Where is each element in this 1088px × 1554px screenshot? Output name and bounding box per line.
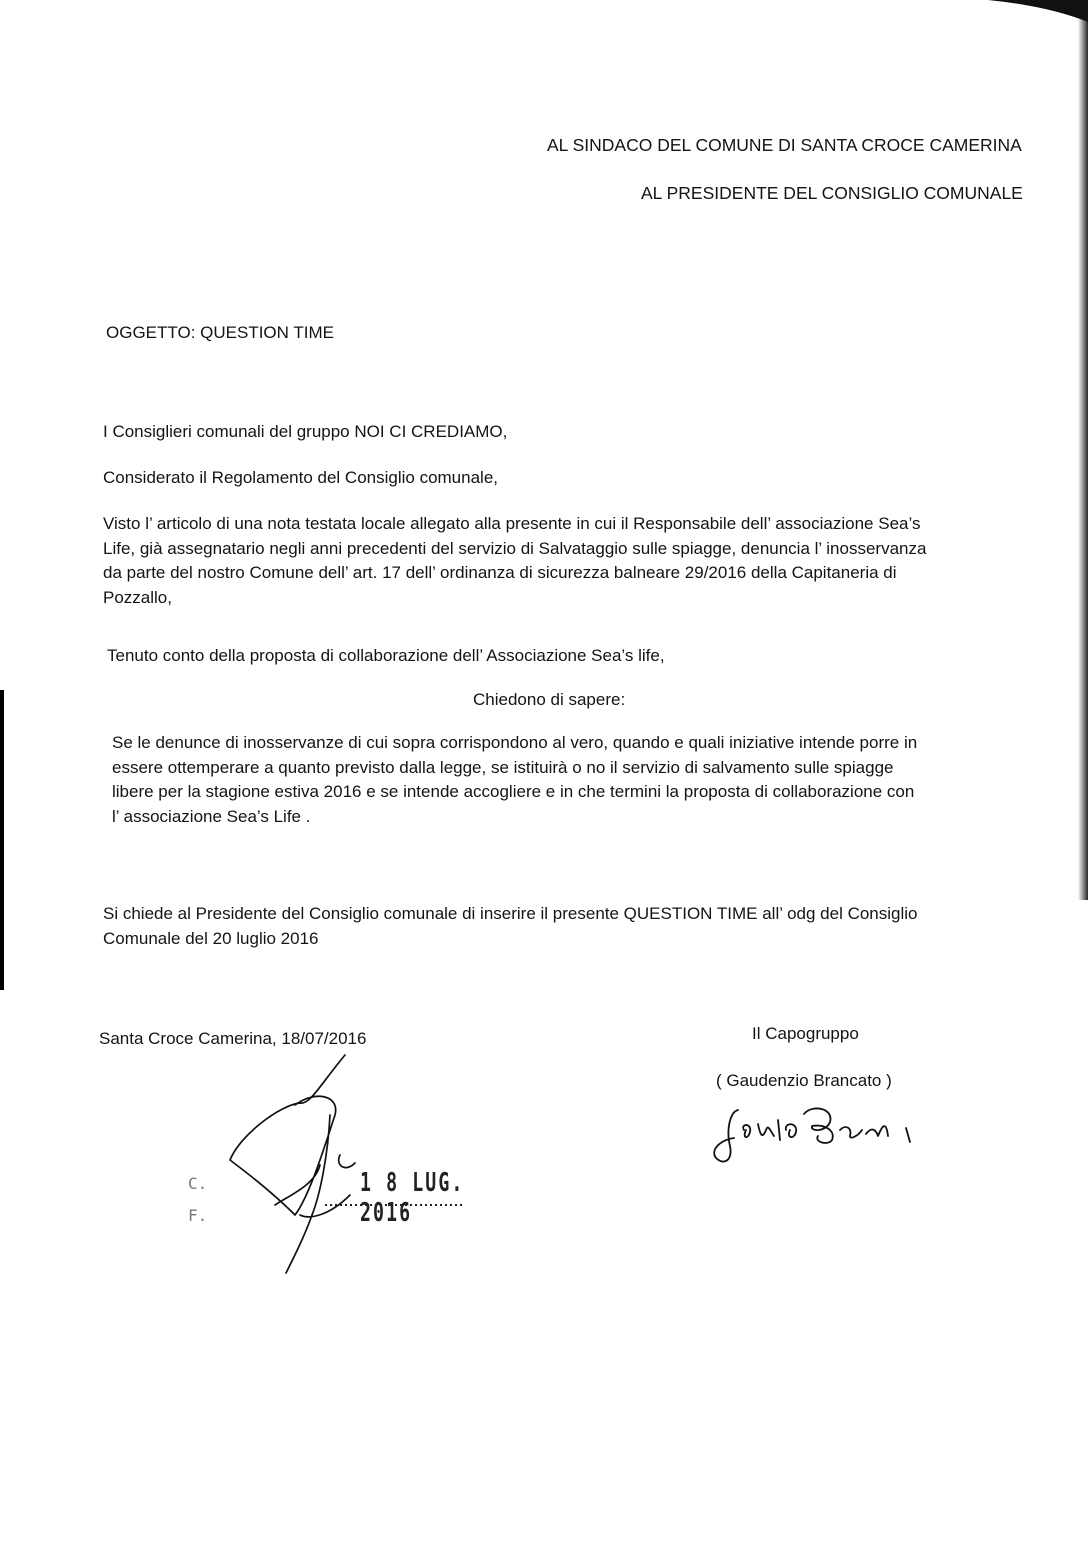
visto-line: Visto l’ articolo di una nota testata locale allegato alla presente in cui il Responsabile dell’ associazione Sea’s xyxy=(103,514,921,533)
visto-line: Pozzallo, xyxy=(103,587,172,607)
request-line: Comunale del 20 luglio 2016 xyxy=(103,928,319,948)
handwritten-signature xyxy=(700,1100,930,1170)
recipient-council-president: AL PRESIDENTE DEL CONSIGLIO COMUNALE xyxy=(641,183,1023,203)
considerato-line: Considerato il Regolamento del Consiglio comunale, xyxy=(103,468,499,487)
question-line: libere per la stagione estiva 2016 e se intende accogliere e in che termini la proposta di collaborazione con xyxy=(112,782,915,801)
scan-corner-mark xyxy=(968,0,1088,22)
questions-paragraph xyxy=(112,731,992,829)
scan-edge-right xyxy=(1078,0,1088,900)
visto-line: Life, già assegnatario negli anni precedenti del servizio di Salvataggio sulle spiagge, denuncia l’ inosservanza xyxy=(103,538,927,558)
scan-edge-left xyxy=(0,690,4,990)
recipient-mayor: AL SINDACO DEL COMUNE DI SANTA CROCE CAMERINA xyxy=(547,135,1022,155)
question-line: l’ associazione Sea’s Life . xyxy=(112,806,311,826)
intro-line: I Consiglieri comunali del gruppo NOI CI CREDIAMO, xyxy=(103,422,508,441)
chiedono-heading: Chiedono di sapere: xyxy=(473,690,626,709)
signatory-name: ( Gaudenzio Brancato ) xyxy=(716,1071,892,1090)
stamp-faded-text: C. xyxy=(188,1174,208,1193)
request-paragraph xyxy=(103,902,983,951)
stamp-date: 1 8 LUG. 2016 xyxy=(360,1168,465,1228)
question-line: essere ottemperare a quanto previsto dalla legge, se istituirà o no il servizio di salvamento sulle spiagge xyxy=(112,757,894,777)
tenuto-line: Tenuto conto della proposta di collaborazione dell’ Associazione Sea’s life, xyxy=(107,646,665,665)
visto-paragraph xyxy=(103,512,983,610)
stamp-faded-text: F. xyxy=(188,1206,208,1225)
signatory-role: Il Capogruppo xyxy=(752,1024,859,1043)
place-date: Santa Croce Camerina, 18/07/2016 xyxy=(99,1029,367,1048)
subject-line: OGGETTO: QUESTION TIME xyxy=(106,323,334,342)
receipt-signature xyxy=(220,1055,370,1275)
request-line: Si chiede al Presidente del Consiglio comunale di inserire il presente QUESTION TIME all’ odg del Consiglio xyxy=(103,904,918,923)
question-line: Se le denunce di inosservanze di cui sopra corrispondono al vero, quando e quali iniziative intende porre in xyxy=(112,733,918,752)
visto-line: da parte del nostro Comune dell’ art. 17 dell’ ordinanza di sicurezza balneare 29/2016 della Capitaneria di xyxy=(103,563,897,582)
